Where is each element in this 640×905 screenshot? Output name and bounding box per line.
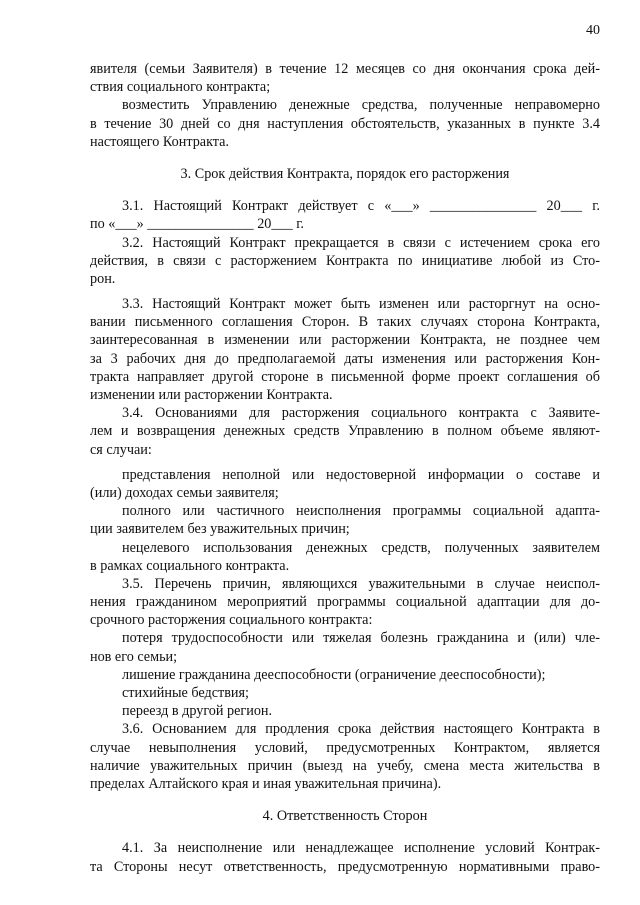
text-line: та Стороны несут ответственность, предусмотренную нормативными право- [90, 858, 600, 875]
text-line: наличие уважительных причин (выезд на учебу, смена места жительства в [90, 757, 600, 774]
text-line: за 3 рабочих дня до предполагаемой даты изменения или расторжения Кон- [90, 350, 600, 367]
text-line: возместить Управлению денежные средства, полученные неправомерно [122, 97, 600, 114]
text-line: нения гражданином мероприятий программы социальной адаптации для до- [90, 594, 600, 611]
text-line: 3.1. Настоящий Контракт действует с «___» _______________ 20___ г. [122, 198, 600, 215]
text-line: 3.4. Основаниями для расторжения социального контракта с Заявите- [122, 405, 600, 422]
text-line: нецелевого использования денежных средств, полученных заявителем [122, 539, 600, 556]
text-line: явителя (семьи Заявителя) в течение 12 месяцев со дня окончания срока дей- [90, 61, 600, 77]
text-line: потеря трудоспособности или тяжелая болезнь гражданина и (или) чле- [122, 630, 600, 647]
text-line: полного или частичного неисполнения программы социальной адапта- [122, 503, 600, 520]
text-line: 4.1. За неисполнение или ненадлежащее исполнение условий Контрак- [122, 840, 600, 857]
text-line: 3.5. Перечень причин, являющихся уважительными в случае неиспол- [122, 575, 600, 592]
text-line: в рамках социального контракта. [90, 557, 290, 574]
text-line: лем и возвращения денежных средств Управлению в полном объеме являют- [90, 423, 600, 440]
text-line: по «___» _______________ 20___ г. [90, 216, 304, 233]
text-line: случае невыполнения условий, предусмотренных Контрактом, является [90, 739, 600, 756]
text-line: 3.2. Настоящий Контракт прекращается в связи с истечением срока его [122, 234, 600, 251]
text-line: изменении или расторжении Контракта. [90, 387, 333, 403]
text-line: вании письменного соглашения Сторон. В таких случаях сторона Контракта, [90, 314, 600, 331]
text-line: лишение гражданина дееспособности (ограничение дееспособности); [122, 666, 546, 683]
section-3-heading: 3. Срок действия Контракта, порядок его расторжения [180, 165, 510, 182]
text-line: переезд в другой регион. [122, 703, 273, 720]
text-line: настоящего Контракта. [90, 133, 230, 150]
page-number: 40 [586, 23, 600, 38]
text-line: представления неполной или недостоверной информации о составе и [122, 466, 600, 483]
text-line: заинтересованная в изменении или расторжении Контракта, не позднее чем [90, 332, 600, 349]
document-body [90, 60, 600, 876]
text-line: в течение 30 дней со дня наступления обстоятельств, указанных в пункте 3.4 [90, 115, 600, 132]
text-line: действия, в связи с расторжением Контракта по инициативе любой из Сто- [90, 252, 600, 269]
text-line: (или) доходах семьи заявителя; [90, 484, 279, 501]
text-line: тракта направляет другой стороне в письменной форме проект соглашения об [90, 368, 600, 385]
text-line: рон. [90, 270, 116, 287]
text-line: 3.6. Основанием для продления срока действия настоящего Контракта в [122, 721, 600, 738]
text-line: ции заявителем без уважительных причин; [90, 521, 350, 538]
text-line: стихийные бедствия; [122, 685, 249, 701]
text-line: пределах Алтайского края и иная уважительная причина). [90, 775, 442, 792]
text-line: ся случаи: [90, 441, 152, 458]
text-line: нов его семьи; [90, 648, 178, 665]
text-line: срочного расторжения социального контракта: [90, 612, 373, 629]
text-line: 3.3. Настоящий Контракт может быть изменен или расторгнут на осно- [122, 296, 600, 313]
text-line: ствия социального контракта; [90, 79, 271, 96]
section-4-heading: 4. Ответственность Сторон [262, 808, 428, 825]
